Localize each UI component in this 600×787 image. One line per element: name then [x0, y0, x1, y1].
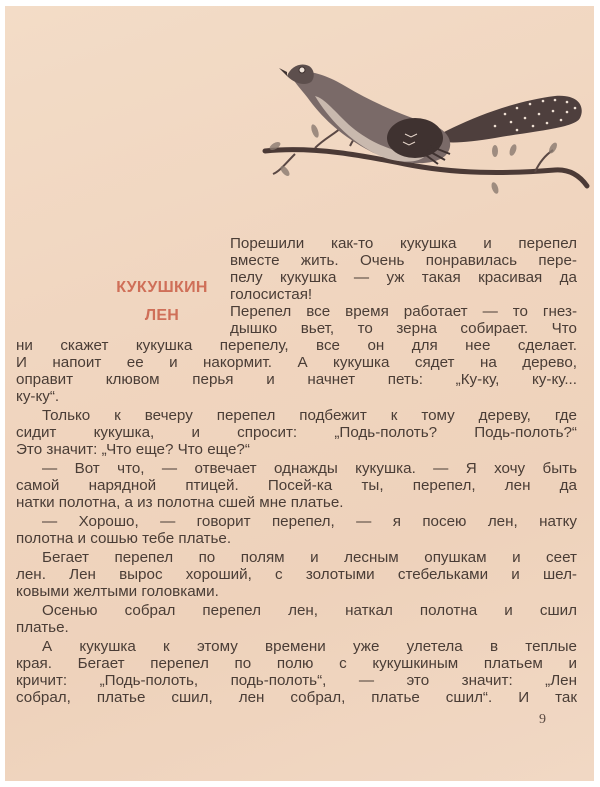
text-line: самой нарядной птицей. Посей-ка ты, перепел, лен да [16, 477, 577, 494]
text-line: полотна и сошью тебе платье. [16, 530, 232, 547]
text-line: дышко вьет, то зерна собирает. Что [230, 320, 577, 337]
text-line: вместе жить. Очень понравилась пере- [230, 252, 577, 269]
text-line: собрал, платье сшил, лен собрал, платье сшил“. И так [16, 689, 577, 706]
text-line: — Вот что, — отвечает однажды кукушка. — Я хочу быть [42, 460, 577, 477]
text-line: Только к вечеру перепел подбежит к тому дереву, где [42, 407, 577, 424]
text-line: ку-ку“. [16, 388, 60, 405]
text-line: кричит: „Подь-полоть, подь-полоть“, — это значит: „Лен [16, 672, 577, 689]
text-line: пелу кукушка — уж такая красивая да [230, 269, 577, 286]
book-page [5, 6, 594, 781]
text-line: — Хорошо, — говорит перепел, — я посею лен, натку [42, 513, 577, 530]
text-line: сидит кукушка, и спросит: „Подь-полоть? Подь-полоть?“ [16, 424, 577, 441]
text-line: оправит клювом перья и начнет петь: „Ку-ку, ку-ку... [16, 371, 577, 388]
text-line: голосистая! [230, 286, 313, 303]
text-line: натки полотна, а из полотна сшей мне платье. [16, 494, 344, 511]
text-line: А кукушка к этому времени уже улетела в теплые [42, 638, 577, 655]
page-number: 9 [539, 712, 546, 727]
text-line: Осенью собрал перепел лен, наткал полотна и сшил [42, 602, 577, 619]
text-line: Перепел все время работает — то гнез- [230, 303, 577, 320]
title-line-1: КУКУШКИН [116, 279, 208, 296]
text-line: Это значит: „Что еще? Что еще?“ [16, 441, 250, 458]
text-line: платье. [16, 619, 69, 636]
text-line: И напоит ее и накормит. А кукушка сядет на дерево, [16, 354, 577, 371]
text-line: Бегает перепел по полям и лесным опушкам и сеет [42, 549, 577, 566]
text-line: Порешили как-то кукушка и перепел [230, 235, 577, 252]
cuckoo-bird-illustration [255, 46, 595, 206]
text-line: ни скажет кукушка перепелу, все он для нее сделает. [16, 337, 577, 354]
title-line-2: ЛЕН [144, 307, 180, 324]
text-line: ковыми желтыми головками. [16, 583, 219, 600]
text-line: лен. Лен вырос хороший, с золотыми стебельками и шел- [16, 566, 577, 583]
story-title [102, 274, 222, 330]
text-line: края. Бегает перепел по полю с кукушкиным платьем и [16, 655, 577, 672]
